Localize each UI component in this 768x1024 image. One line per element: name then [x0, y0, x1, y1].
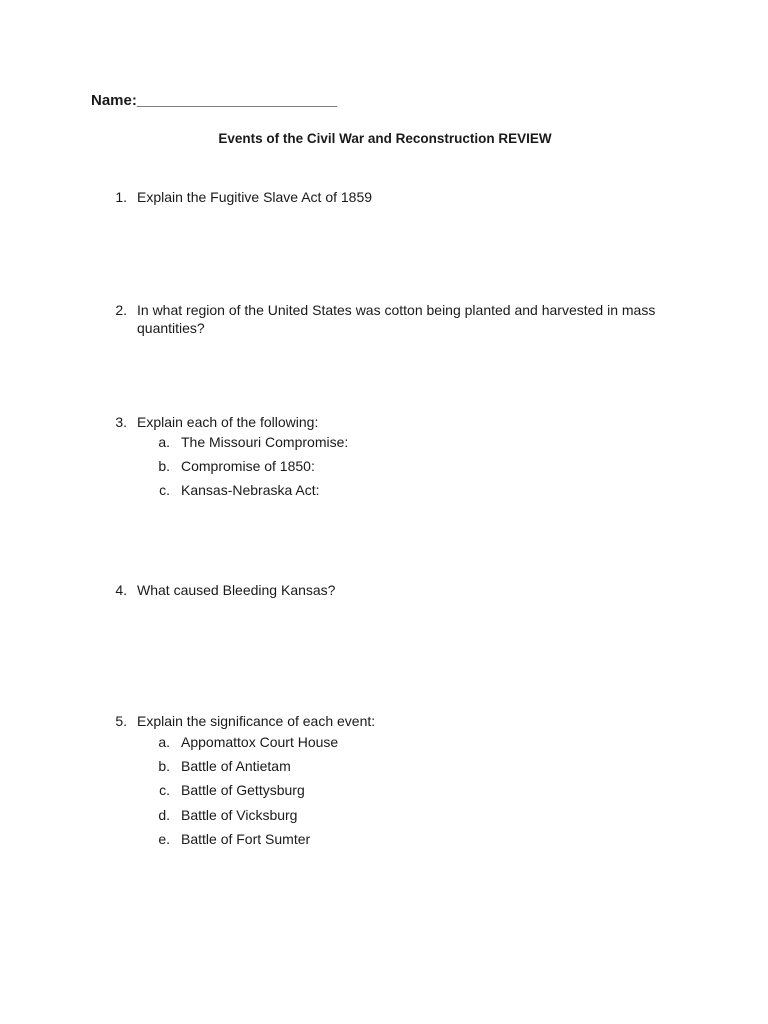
question-number: 2.: [115, 302, 127, 318]
item-letter: b.: [158, 758, 170, 774]
question-text: What caused Bleeding Kansas?: [137, 582, 336, 598]
worksheet-title: Events of the Civil War and Reconstruction REVIEW: [218, 131, 552, 146]
item-letter: b.: [158, 458, 170, 474]
question-number: 3.: [115, 414, 127, 430]
item-text: Kansas-Nebraska Act:: [181, 482, 320, 498]
item-text: Battle of Fort Sumter: [181, 831, 311, 847]
question-text: Explain each of the following:: [137, 414, 319, 430]
question-number: 4.: [115, 582, 127, 598]
item-text: Compromise of 1850:: [181, 458, 315, 474]
question-text: In what region of the United States was cotton being planted and harvested in mass quantities?: [137, 302, 656, 336]
item-letter: e.: [158, 831, 170, 847]
item-letter: c.: [159, 782, 170, 798]
item-text: Battle of Vicksburg: [181, 807, 298, 823]
item-text: The Missouri Compromise:: [181, 434, 349, 450]
item-letter: c.: [159, 482, 170, 498]
name-field-label: Name:________________________: [91, 92, 338, 109]
item-text: Battle of Antietam: [181, 758, 291, 774]
item-letter: d.: [158, 807, 170, 823]
question-number: 5.: [115, 713, 127, 729]
item-text: Appomattox Court House: [181, 734, 339, 750]
question-text: Explain the Fugitive Slave Act of 1859: [137, 189, 373, 205]
item-letter: a.: [158, 434, 170, 450]
question-number: 1.: [115, 189, 127, 205]
question-text: Explain the significance of each event:: [137, 713, 376, 729]
item-letter: a.: [158, 734, 170, 750]
item-text: Battle of Gettysburg: [181, 782, 305, 798]
